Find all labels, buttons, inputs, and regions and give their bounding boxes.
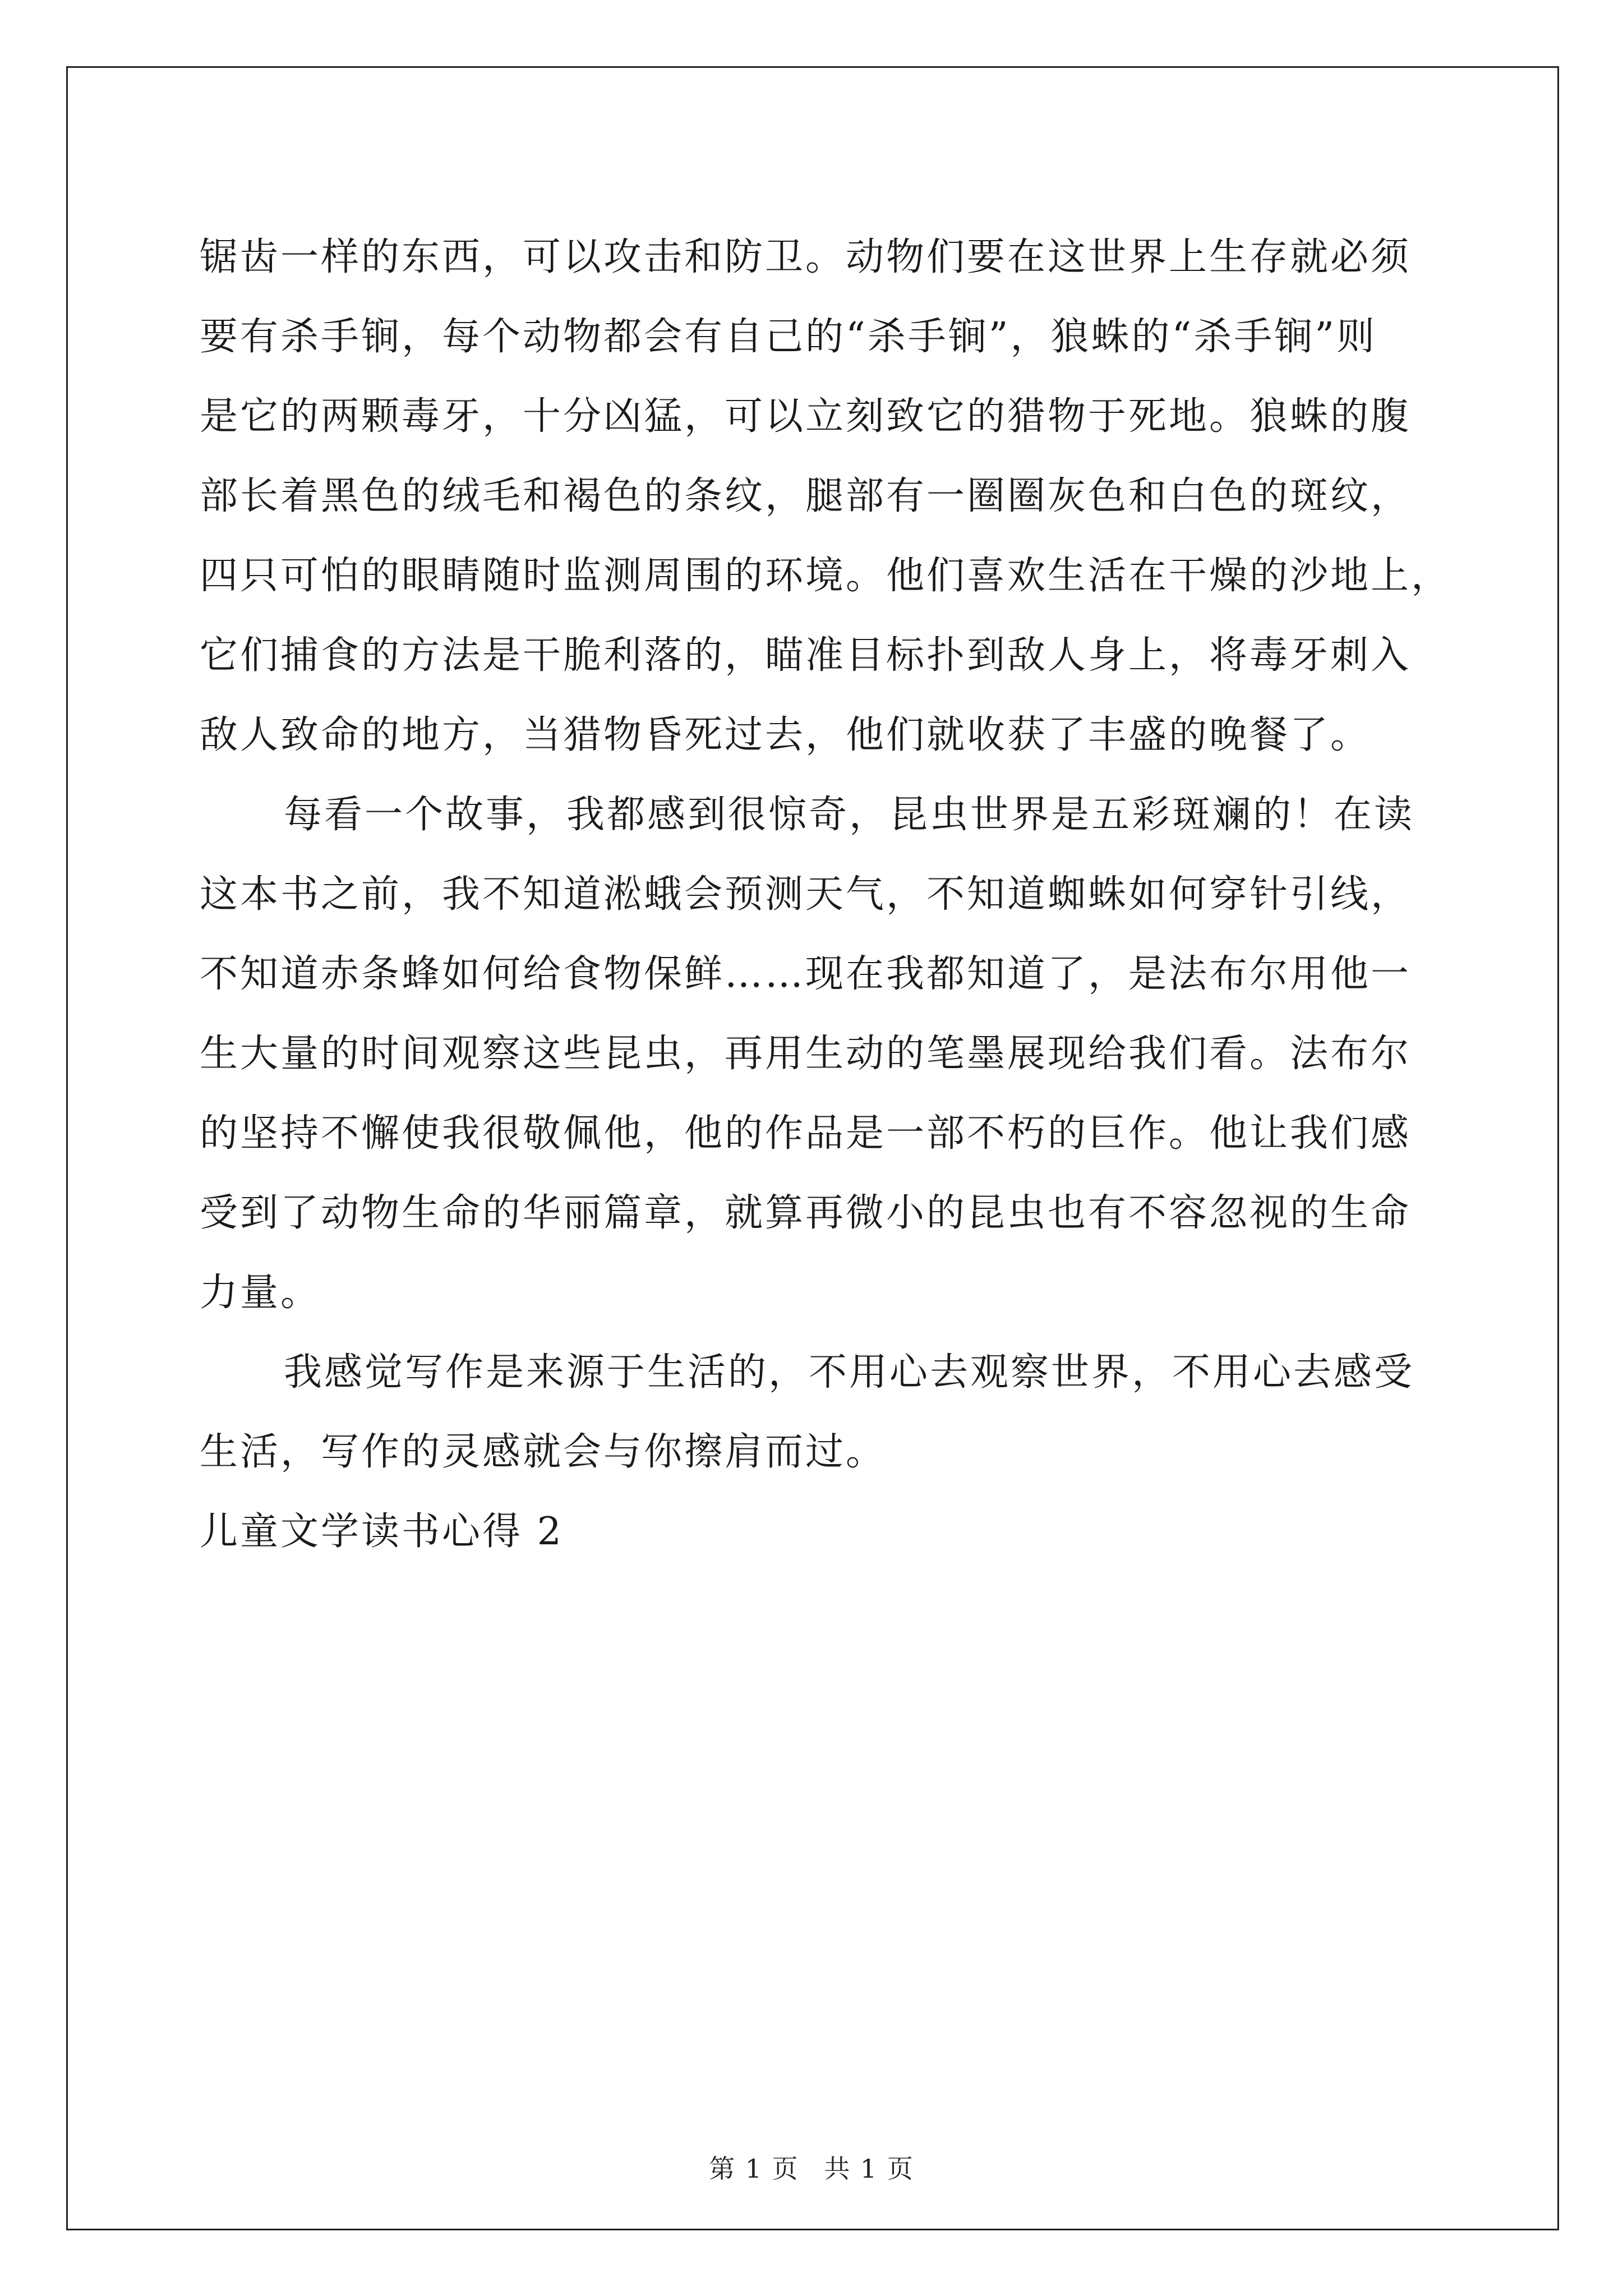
text-line: 这本书之前，我不知道淞蛾会预测天气，不知道蜘蛛如何穿针引线， — [200, 872, 1412, 917]
page-total: 共 1 页 — [824, 2154, 914, 2184]
text-line: 生大量的时间观察这些昆虫，再用生动的笔墨展现给我们看。法布尔 — [200, 1032, 1412, 1076]
page-number: 第 1 页 — [709, 2154, 799, 2184]
text-line: 部长着黑色的绒毛和褐色的条纹，腿部有一圈圈灰色和白色的斑纹， — [200, 474, 1412, 518]
text-line: 的坚持不懈使我很敬佩他，他的作品是一部不朽的巨作。他让我们感 — [200, 1111, 1412, 1156]
text-line: 每看一个故事，我都感到很惊奇，昆虫世界是五彩斑斓的！在读 — [284, 793, 1415, 837]
section-heading: 儿童文学读书心得 2 — [200, 1510, 564, 1554]
text-line: 不知道赤条蜂如何给食物保鲜……现在我都知道了，是法布尔用他一 — [200, 952, 1412, 996]
text-line: 生活，写作的灵感就会与你擦肩而过。 — [200, 1430, 887, 1474]
document-body — [200, 218, 1452, 1572]
text-line: 力量。 — [200, 1271, 321, 1315]
text-line: 受到了动物生命的华丽篇章，就算再微小的昆虫也有不容忽视的生命 — [200, 1191, 1412, 1235]
text-line: 锯齿一样的东西，可以攻击和防卫。动物们要在这世界上生存就必须 — [200, 235, 1412, 279]
text-line: 四只可怕的眼睛随时监测周围的环境。他们喜欢生活在干燥的沙地上， — [200, 554, 1452, 598]
text-line: 要有杀手锏，每个动物都会有自己的“杀手锏”，狼蛛的“杀手锏”则 — [200, 315, 1377, 359]
text-line: 它们捕食的方法是干脆利落的，瞄准目标扑到敌人身上，将毒牙刺入 — [200, 633, 1412, 678]
page-footer — [0, 2148, 1623, 2185]
text-line: 我感觉写作是来源于生活的，不用心去观察世界，不用心去感受 — [284, 1350, 1415, 1395]
text-line: 敌人致命的地方，当猎物昏死过去，他们就收获了丰盛的晚餐了。 — [200, 713, 1371, 757]
text-line: 是它的两颗毒牙，十分凶猛，可以立刻致它的猎物于死地。狼蛛的腹 — [200, 394, 1412, 439]
